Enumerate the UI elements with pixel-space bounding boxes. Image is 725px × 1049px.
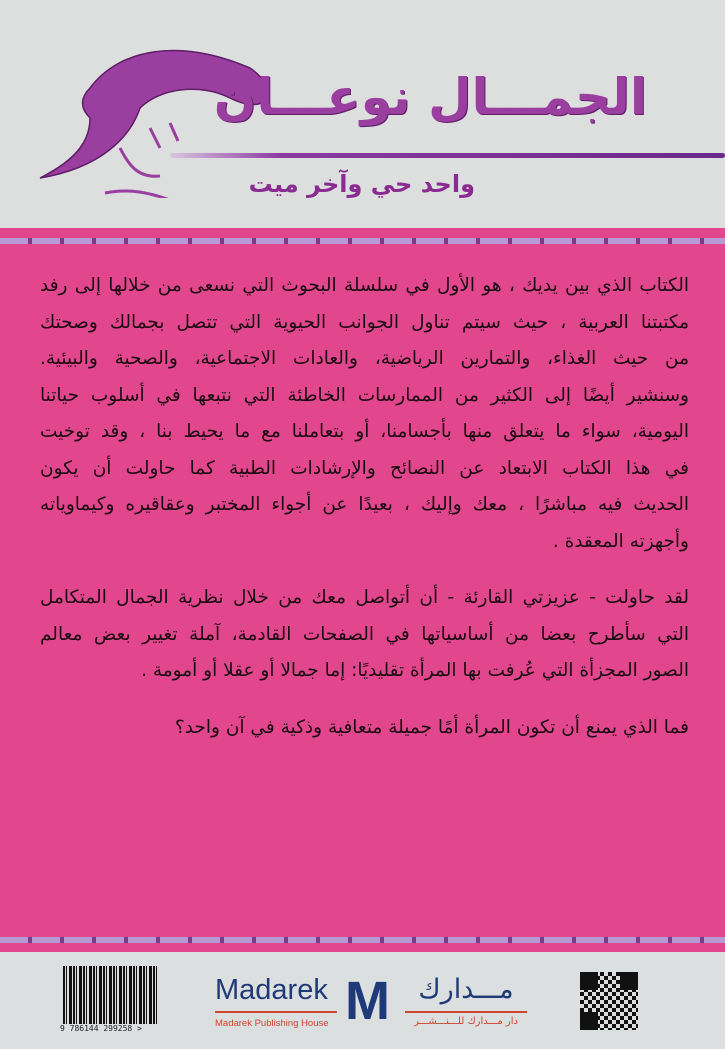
publisher-logo: M: [345, 971, 390, 1031]
paragraph-2: [40, 580, 689, 690]
publisher-name-ar: مـــدارك: [418, 974, 514, 1005]
text-line: من حيث الغذاء، والتمارين الرياضية، والعادات الاجتماعية، والصحية والبيئية.: [40, 348, 689, 369]
text-line: فما الذي يمنع أن تكون المرأة أمًا جميلة متعافية وذكية في آن واحد؟: [174, 716, 689, 738]
publisher-name-en: Madarek: [215, 974, 328, 1006]
divider: [405, 1011, 527, 1013]
book-subtitle: واحد حي وآخر ميت: [248, 170, 475, 198]
text-line: في هذا الكتاب الابتعاد عن النصائح والإرشادات الطبية كما حاولت أن يكون: [40, 457, 689, 479]
text-line: التي سأطرح بعضا من أساسياتها في الصفحات القادمة، آملة تغيير بعض معالم: [40, 623, 689, 645]
text-line: مكتبتنا العربية ، حيث سيتم تناول الجوانب الحيوية التي تتصل بجمالك وصحتك: [40, 311, 689, 333]
paragraph-3: [40, 710, 689, 747]
text-line: الحديث فيه مباشرًا ، معك وإليك ، بعيدًا عن أجواء المختبر وعقاقيره وكيماوياته: [40, 494, 689, 515]
qr-code: [580, 972, 638, 1030]
paragraph-1: [40, 268, 689, 560]
stitch-border-top: [0, 238, 725, 244]
publisher-subtitle-en: Madarek Publishing House: [215, 1018, 329, 1029]
barcode: [63, 966, 159, 1024]
text-line: الصور المجزأة التي عُرفت بها المرأة تقليديًا: إما جمالا أو عقلا أو أمومة .: [141, 660, 689, 681]
publisher-subtitle-ar: دار مـــدارك للـــنـــشـــر: [414, 1016, 518, 1027]
divider: [215, 1011, 337, 1013]
cover-footer: [0, 952, 725, 1049]
stitch-border-bottom: [0, 937, 725, 943]
isbn-number: 9 786144 299258 >: [60, 1024, 142, 1033]
blurb-text: [40, 268, 689, 746]
text-line: اليومية، سواء ما يتعلق منها بأجسامنا، أو بتعاملنا مع ما يحيط بنا ، وقد توخيت: [40, 421, 689, 442]
text-line: الكتاب الذي بين يديك ، هو الأول في سلسلة البحوث التي نسعى من خلالها إلى رفد: [40, 275, 689, 296]
cover-header: [0, 0, 725, 228]
text-line: وأجهزته المعقدة .: [552, 530, 689, 552]
text-line: لقد حاولت - عزيزتي القارئة - أن أتواصل معك من خلال نظرية الجمال المتكامل: [40, 587, 689, 608]
text-line: وسنشير أيضًا إلى الكثير من الممارسات الخاطئة التي نتبعها في أسلوب حياتنا: [40, 384, 689, 406]
book-title: الجمـــال نوعـــان: [213, 68, 647, 126]
title-underline: [170, 153, 725, 158]
